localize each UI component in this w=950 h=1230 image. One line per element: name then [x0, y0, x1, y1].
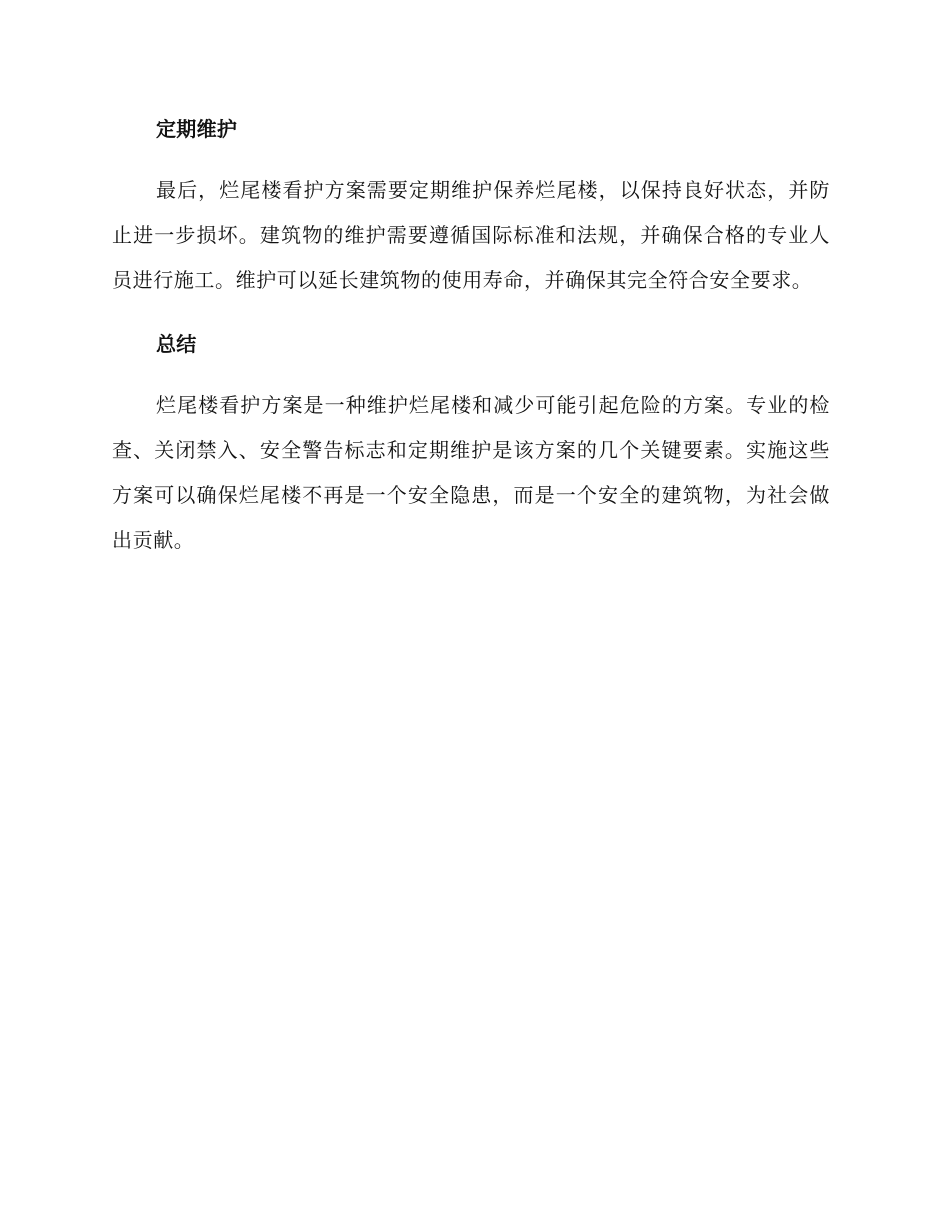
- section-heading-summary: 总结: [156, 332, 197, 356]
- section-paragraph-maintenance: 最后，烂尾楼看护方案需要定期维护保养烂尾楼，以保持良好状态，并防止进一步损坏。建筑物的维护需要遵循国际标准和法规，并确保合格的专业人员进行施工。维护可以延长建筑物的使用寿命，并确保其完全符合安全要求。: [112, 178, 830, 292]
- section-paragraph-summary: 烂尾楼看护方案是一种维护烂尾楼和减少可能引起危险的方案。专业的检查、关闭禁入、安全警告标志和定期维护是该方案的几个关键要素。实施这些方案可以确保烂尾楼不再是一个安全隐患，而是一个安全的建筑物，为社会做出贡献。: [112, 393, 830, 552]
- document-page: [112, 112, 830, 563]
- section-heading-maintenance: 定期维护: [156, 117, 238, 141]
